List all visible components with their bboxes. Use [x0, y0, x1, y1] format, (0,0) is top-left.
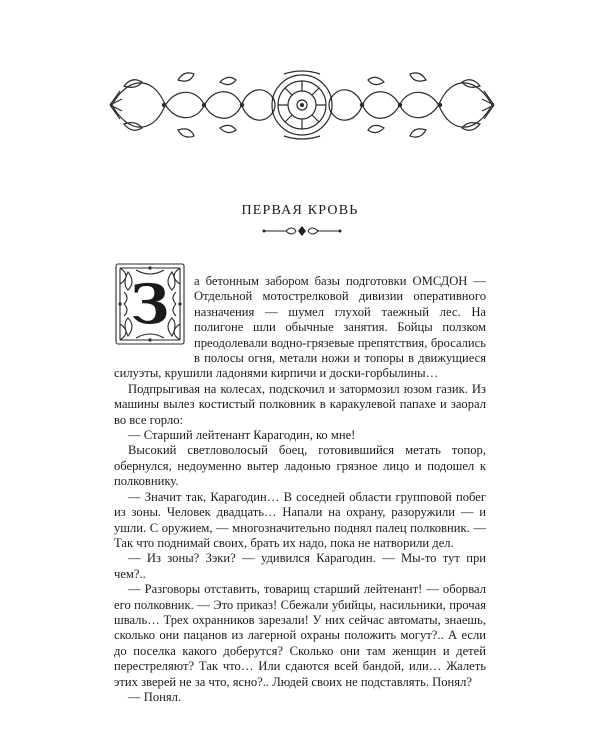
- paragraph: Подпрыгивая на колесах, подскочил и затормозил юзом газик. Из машины вылез костистый полковник в каракулевой папахе и заорал во все горло:: [114, 381, 486, 427]
- paragraph: — Понял.: [128, 689, 182, 704]
- paragraph: — Значит так, Карагодин… В соседней области групповой побег из зоны. Человек двадцать… Напали на охрану, разоружили — и ушли. С оружием, — многозначительно поднял палец полковник. — Так что поднимай своих, брать их надо, пока не натворили дел.: [114, 489, 486, 550]
- paragraph: — Разговоры отставить, товарищ старший лейтенант! — оборвал его полковник. — Это приказ! Сбежали убийцы, насильники, прочая шваль… Трех охранников зарезали! У них сейчас автоматы, знаешь, сколько они пацанов из лагерной охраны положить могут?.. А если до поселка какого доберутся? Сколько они там женщин и детей перестреляют? Так что… Или сдаются всей бандой, или… Жалеть этих зверей не за что, ясно?.. Людей своих не подставлять. Понял?: [114, 582, 486, 689]
- chapter-body-text: [114, 274, 486, 705]
- ornamental-header-band: [108, 66, 496, 144]
- chapter-title: ПЕРВАЯ КРОВЬ: [241, 203, 359, 218]
- paragraph: а бетонным забором базы подготовки ОМСДОН — Отдельной мотострелковой дивизии оперативного назначения — шумел глухой таежный лес. На полигоне шли обычные занятия. Бойцы ползком преодолевали водно-грязевые препятствия, бросались в полосы огня, метали ножи и топоры в движущиеся силуэты, крушили ладонями кирпичи и доски-горбылины…: [114, 274, 486, 381]
- title-flourish-ornament: [262, 225, 342, 237]
- paragraph: — Из зоны? Зэки? — удивился Карагодин. — Мы-то тут при чем?..: [114, 551, 486, 581]
- paragraph: — Старший лейтенант Карагодин, ко мне!: [128, 428, 356, 443]
- paragraph: Высокий светловолосый боец, готовившийся метать топор, обернулся, недоуменно вытер ладонью грязное лицо и подошел к полковнику.: [114, 443, 486, 489]
- decorative-drop-cap: [114, 262, 186, 346]
- drop-cap-letter: З: [130, 272, 170, 336]
- drop-cap-frame: [114, 262, 194, 354]
